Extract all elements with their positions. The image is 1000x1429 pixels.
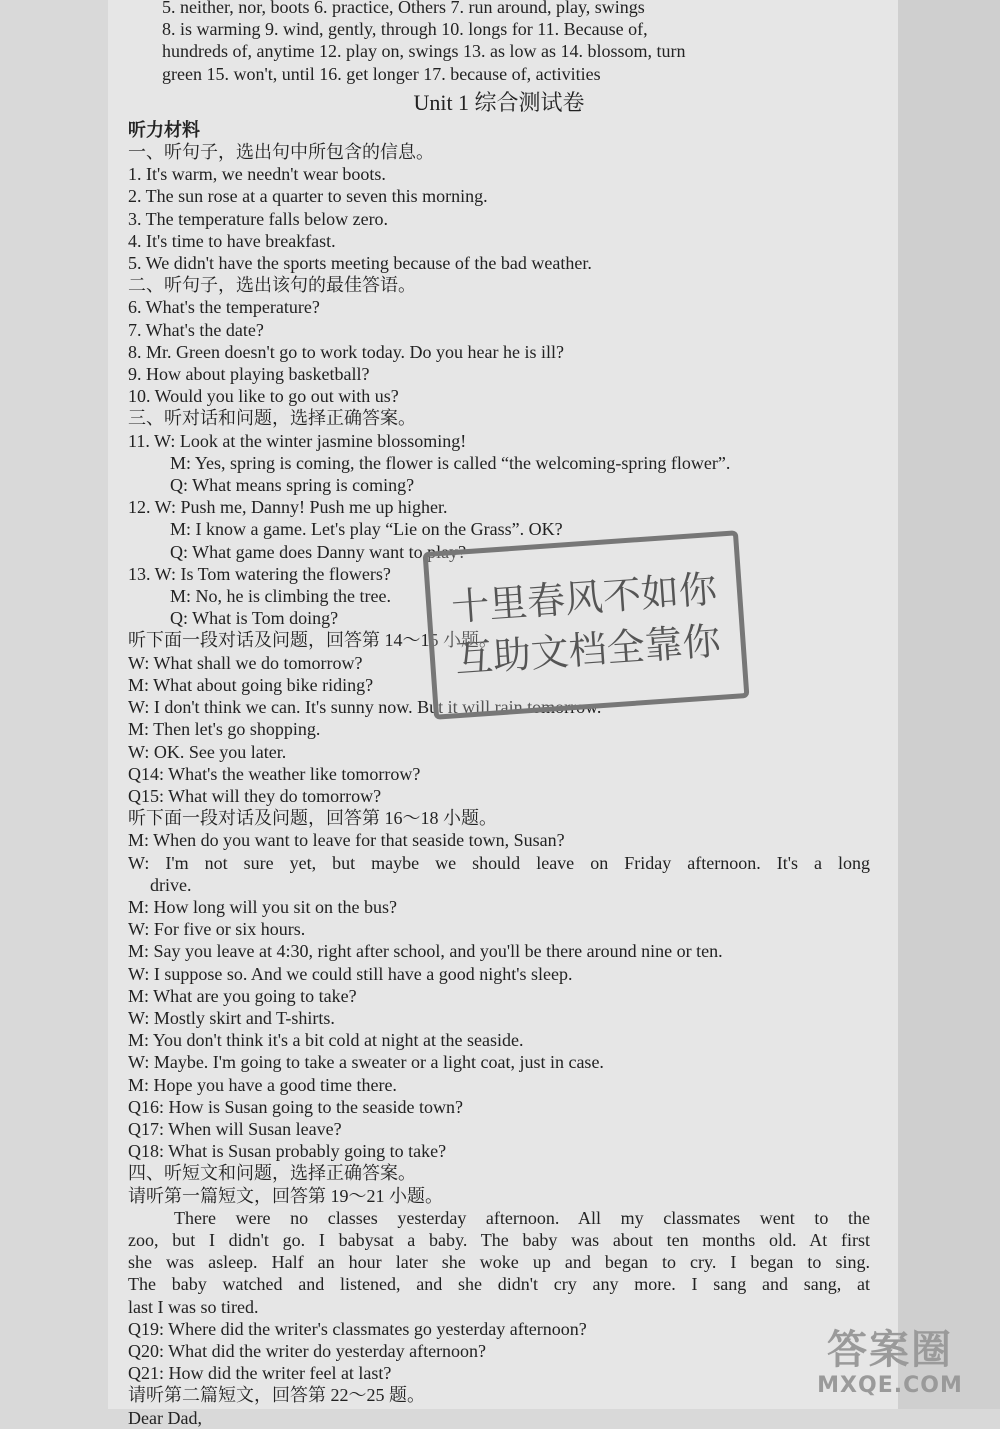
dialog-line: M: When do you want to leave for that seaside town, Susan? <box>128 830 565 851</box>
dialog-line: W: For five or six hours. <box>128 919 306 940</box>
passage-question: Q20: What did the writer do yesterday afternoon? <box>128 1340 487 1361</box>
dialog-line: M: I know a game. Let's play “Lie on the Grass”. OK? <box>170 519 563 540</box>
passage-heading: 请听第二篇短文，回答第 22～25 题。 <box>128 1385 425 1406</box>
part-heading: 三、听对话和问题，选择正确答案。 <box>128 408 416 429</box>
dialog-line: M: Say you leave at 4:30, right after school, and you'll be there around nine or ten. <box>128 941 723 962</box>
answer-line: green 15. won't, until 16. get longer 17. because of, activities <box>162 63 601 84</box>
section-title: 听力材料 <box>128 119 200 140</box>
question-item: 9. How about playing basketball? <box>128 364 370 385</box>
passage-line: Dear Dad, <box>128 1407 202 1428</box>
stamp-line: 互助文档全靠你 <box>453 618 722 682</box>
answer-line: 8. is warming 9. wind, gently, through 10. longs for 11. Because of, <box>162 19 648 40</box>
passage-line: last I was so tired. <box>128 1296 259 1317</box>
watermark-logo <box>790 1327 990 1401</box>
question-item: 4. It's time to have breakfast. <box>128 230 336 251</box>
passage-line: There were no classes yesterday afternoon. All my classmates went to the <box>174 1207 870 1228</box>
passage-line: The baby watched and listened, and she didn't cry any more. I sang and sang, at <box>128 1274 870 1295</box>
part-heading: 二、听句子，选出该句的最佳答语。 <box>128 275 416 296</box>
dialog-line: Q: What is Tom doing? <box>170 608 339 629</box>
dialog-line: M: How long will you sit on the bus? <box>128 896 397 917</box>
question-item: 3. The temperature falls below zero. <box>128 208 389 229</box>
watermark-url: MXQE.COM <box>817 1373 963 1398</box>
watermark-text: 答案圈 <box>827 1327 953 1373</box>
dialog-line: 12. W: Push me, Danny! Push me up higher. <box>128 497 448 518</box>
stamp-line: 十里春风不如你 <box>449 566 719 630</box>
question-item: 10. Would you like to go out with us? <box>128 386 399 407</box>
dialog-line: W: Mostly skirt and T-shirts. <box>128 1007 335 1028</box>
dialog-line: M: Hope you have a good time there. <box>128 1074 397 1095</box>
unit-title: Unit 1 综合测试卷 <box>413 89 585 115</box>
dialog-line: M: Yes, spring is coming, the flower is called “the welcoming-spring flower”. <box>170 452 731 473</box>
dialog-line: Q: What means spring is coming? <box>170 475 415 496</box>
dialog-line: Q15: What will they do tomorrow? <box>128 785 382 806</box>
dialog-line: M: No, he is climbing the tree. <box>170 586 391 607</box>
dialog-line: drive. <box>150 874 192 895</box>
question-item: 6. What's the temperature? <box>128 297 320 318</box>
dialog-line: M: What about going bike riding? <box>128 674 374 695</box>
dialog-line: Q18: What is Susan probably going to take? <box>128 1141 447 1162</box>
question-item: 1. It's warm, we needn't wear boots. <box>128 164 386 185</box>
dialog-line: M: Then let's go shopping. <box>128 719 321 740</box>
passage-line: zoo, but I didn't go. I babysat a baby. The baby was about ten months old. At first <box>128 1229 870 1250</box>
question-item: 8. Mr. Green doesn't go to work today. Do you hear he is ill? <box>128 341 564 362</box>
passage-question: Q19: Where did the writer's classmates go yesterday afternoon? <box>128 1318 587 1339</box>
dialog-line: 13. W: Is Tom watering the flowers? <box>128 563 391 584</box>
dialog-line: M: You don't think it's a bit cold at night at the seaside. <box>128 1030 524 1051</box>
dialog-line: Q14: What's the weather like tomorrow? <box>128 763 421 784</box>
part-heading: 四、听短文和问题，选择正确答案。 <box>128 1163 416 1184</box>
dialog-line: W: Maybe. I'm going to take a sweater or a light coat, just in case. <box>128 1052 604 1073</box>
dialog-line: Q17: When will Susan leave? <box>128 1118 342 1139</box>
stamp <box>423 530 750 720</box>
part-heading: 一、听句子，选出句中所包含的信息。 <box>128 142 434 163</box>
dialog-line: W: I don't think we can. It's sunny now. But it will rain tomorrow. <box>128 697 602 718</box>
dialog-line: W: What shall we do tomorrow? <box>128 652 363 673</box>
dialog-heading: 听下面一段对话及问题，回答第 14～15 小题。 <box>128 630 497 651</box>
dialog-line: Q: What game does Danny want to play? <box>170 541 467 562</box>
dialog-line: M: What are you going to take? <box>128 985 357 1006</box>
passage-line: she was asleep. Half an hour later she woke up and began to cry. I began to sing. <box>128 1252 870 1273</box>
page-margin <box>898 0 1000 1409</box>
dialog-line: 11. W: Look at the winter jasmine blossoming! <box>128 430 467 451</box>
passage-heading: 请听第一篇短文，回答第 19～21 小题。 <box>128 1185 443 1206</box>
dialog-heading: 听下面一段对话及问题，回答第 16～18 小题。 <box>128 808 497 829</box>
question-item: 7. What's the date? <box>128 319 264 340</box>
question-item: 2. The sun rose at a quarter to seven this morning. <box>128 186 488 207</box>
dialog-line: W: I'm not sure yet, but maybe we should leave on Friday afternoon. It's a long <box>128 852 870 873</box>
passage-question: Q21: How did the writer feel at last? <box>128 1363 392 1384</box>
answer-line: hundreds of, anytime 12. play on, swings 13. as low as 14. blossom, turn <box>162 41 686 62</box>
dialog-line: W: OK. See you later. <box>128 741 287 762</box>
dialog-line: Q16: How is Susan going to the seaside town? <box>128 1096 463 1117</box>
answer-line: 5. neither, nor, boots 6. practice, Others 7. run around, play, swings <box>162 0 645 17</box>
question-item: 5. We didn't have the sports meeting because of the bad weather. <box>128 253 592 274</box>
dialog-line: W: I suppose so. And we could still have a good night's sleep. <box>128 963 573 984</box>
